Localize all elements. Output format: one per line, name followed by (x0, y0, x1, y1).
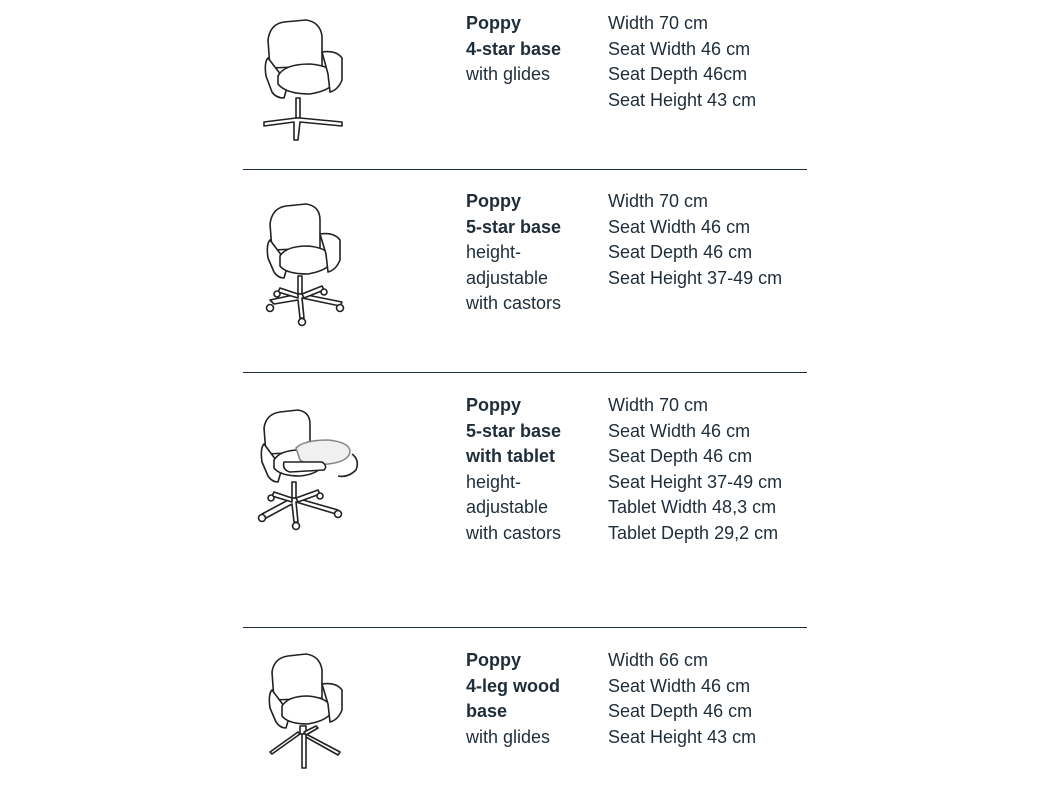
spec-seat-depth: Seat Depth 46cm (608, 64, 748, 84)
product-detail: height- (466, 242, 522, 262)
divider (243, 372, 807, 373)
spec-seat-depth: Seat Depth 46 cm (608, 701, 753, 721)
product-detail: with castors (466, 293, 562, 313)
product-detail: adjustable (466, 497, 549, 517)
spec-width: Width 66 cm (608, 650, 709, 670)
spec-tablet-width: Tablet Width 48,3 cm (608, 497, 777, 517)
spec-list (608, 648, 756, 750)
spec-seat-width: Seat Width 46 cm (608, 420, 751, 441)
product-detail: with glides (466, 726, 551, 747)
spec-list (608, 189, 782, 291)
product-detail: height- (466, 471, 522, 492)
spec-width: Width 70 cm (608, 13, 709, 33)
spec-width: Width 70 cm (608, 395, 709, 415)
product-base: 5-star base (466, 216, 562, 237)
spec-list (608, 393, 782, 546)
product-name: Poppy (466, 191, 522, 211)
chair-5-star-castors-icon (262, 204, 348, 326)
spec-seat-height: Seat Height 37-49 cm (608, 471, 783, 492)
spec-seat-depth: Seat Depth 46 cm (608, 242, 753, 262)
product-base-cont: base (466, 701, 508, 721)
product-option: with tablet (466, 446, 555, 466)
spec-seat-height: Seat Height 43 cm (608, 726, 757, 747)
spec-seat-height: Seat Height 37-49 cm (608, 267, 783, 288)
spec-seat-width: Seat Width 46 cm (608, 38, 751, 59)
chair-4-leg-wood-icon (266, 654, 348, 770)
product-base: 5-star base (466, 420, 562, 441)
product-name: Poppy (466, 13, 522, 33)
product-detail: adjustable (466, 267, 549, 288)
spec-seat-width: Seat Width 46 cm (608, 675, 751, 696)
chair-4-star-glides-icon (258, 18, 350, 142)
spec-seat-height: Seat Height 43 cm (608, 89, 757, 110)
spec-list (608, 11, 756, 113)
spec-tablet-depth: Tablet Depth 29,2 cm (608, 522, 779, 543)
spec-seat-width: Seat Width 46 cm (608, 216, 751, 237)
product-name: Poppy (466, 395, 522, 415)
spec-seat-depth: Seat Depth 46 cm (608, 446, 753, 466)
product-base: 4-leg wood (466, 675, 560, 696)
product-base: 4-star base (466, 38, 562, 59)
chair-5-star-tablet-icon (256, 410, 364, 532)
divider (243, 169, 807, 170)
product-detail: with glides (466, 64, 551, 84)
product-name: Poppy (466, 650, 522, 670)
spec-width: Width 70 cm (608, 191, 709, 211)
divider (243, 627, 807, 628)
product-detail: with castors (466, 522, 562, 543)
